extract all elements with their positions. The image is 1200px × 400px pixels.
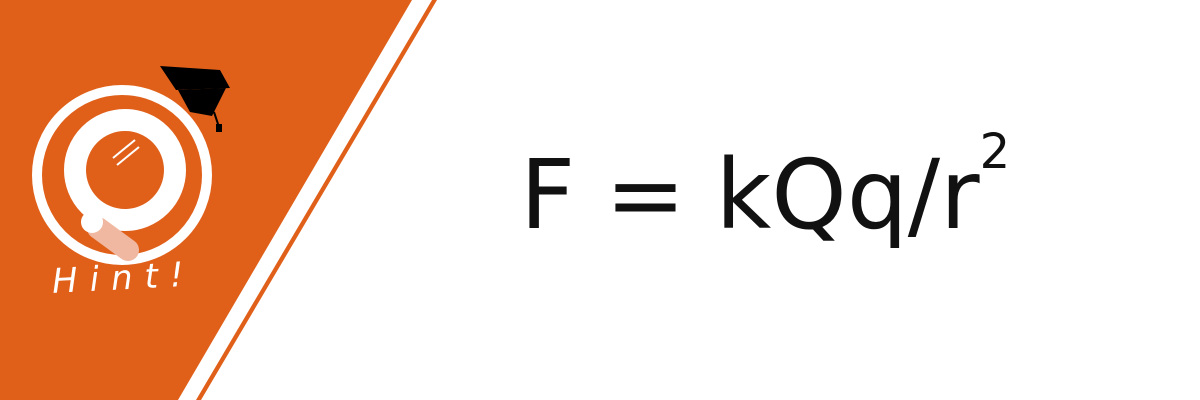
- formula-lhs: F: [520, 139, 576, 251]
- hint-label: Hint!: [51, 254, 197, 302]
- coulomb-formula: [520, 124, 1011, 251]
- formula-rhs: kQq/r: [715, 139, 980, 251]
- formula-equals: =: [605, 139, 686, 251]
- formula-exponent: 2: [979, 124, 1011, 180]
